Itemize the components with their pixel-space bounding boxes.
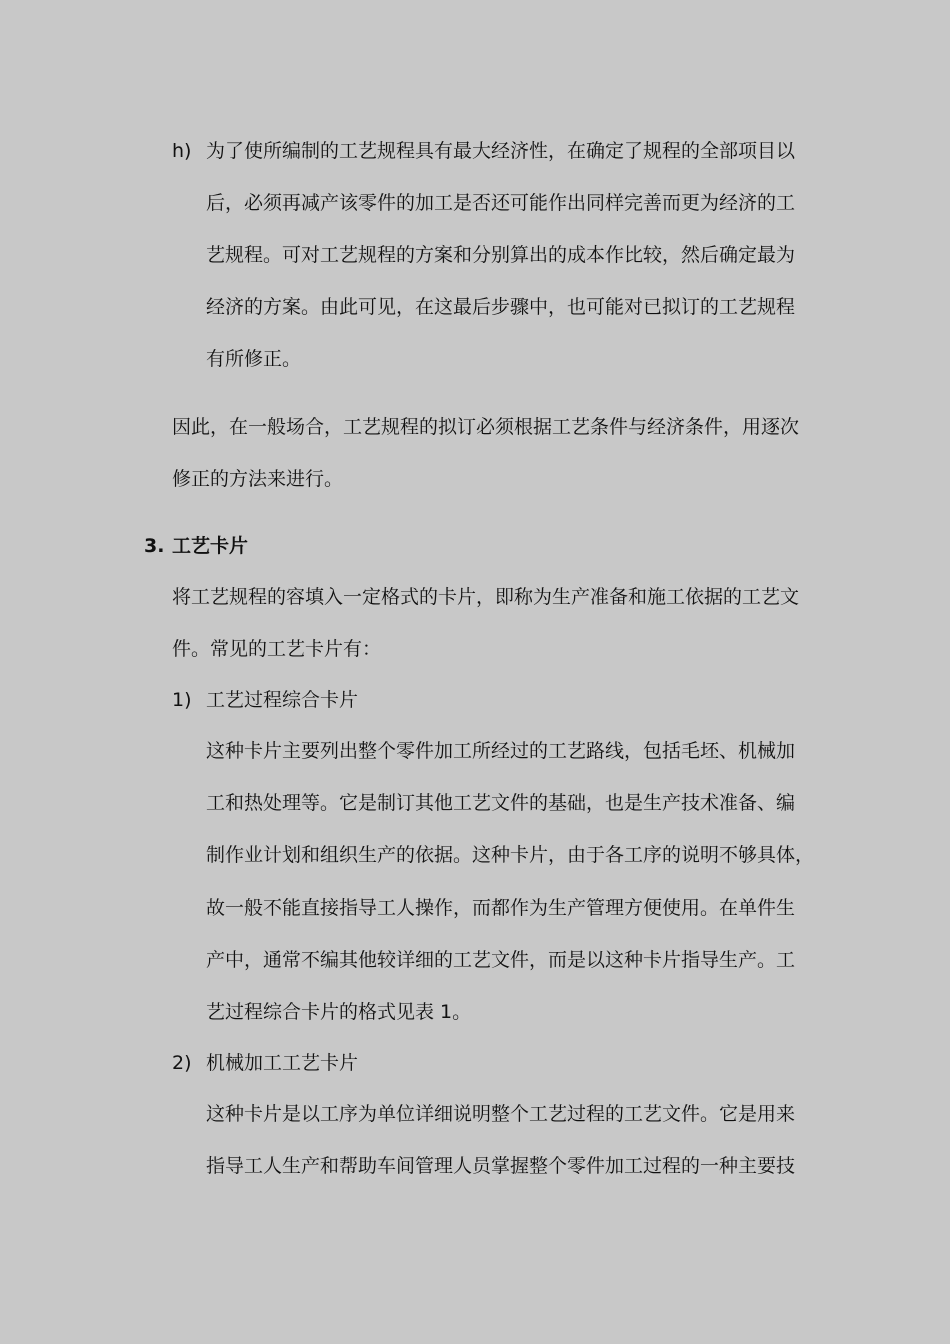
item-2-marker: 2) bbox=[172, 1052, 192, 1074]
item-h-line-4: 经济的方案。由此可见，在这最后步骤中，也可能对已拟订的工艺规程 bbox=[206, 296, 796, 318]
item-1-line-2: 工和热处理等。它是制订其他工艺文件的基础，也是生产技术准备、编 bbox=[206, 792, 796, 814]
item-h-line-1: 为了使所编制的工艺规程具有最大经济性，在确定了规程的全部项目以 bbox=[206, 140, 796, 162]
section-title: 工艺卡片 bbox=[172, 535, 249, 557]
intro-line-2: 件。常见的工艺卡片有： bbox=[172, 638, 382, 660]
item-h-line-3: 艺规程。可对工艺规程的方案和分别算出的成本作比较，然后确定最为 bbox=[206, 244, 796, 266]
item-2-line-1: 这种卡片是以工序为单位详细说明整个工艺过程的工艺文件。它是用来 bbox=[206, 1103, 796, 1125]
item-h-line-5: 有所修正。 bbox=[206, 348, 302, 370]
item-1-marker: 1) bbox=[172, 689, 192, 711]
conclusion-line-1: 因此，在一般场合，工艺规程的拟订必须根据工艺条件与经济条件，用逐次 bbox=[172, 416, 800, 438]
conclusion-line-2: 修正的方法来进行。 bbox=[172, 468, 344, 490]
item-1-title: 工艺过程综合卡片 bbox=[206, 689, 359, 711]
item-1-line-4: 故一般不能直接指导工人操作，而都作为生产管理方便使用。在单件生 bbox=[206, 897, 796, 919]
item-1-line-1: 这种卡片主要列出整个零件加工所经过的工艺路线，包括毛坯、机械加 bbox=[206, 740, 796, 762]
item-2-line-2: 指导工人生产和帮助车间管理人员掌握整个零件加工过程的一种主要技 bbox=[206, 1155, 796, 1177]
item-h-line-2: 后，必须再减产该零件的加工是否还可能作出同样完善而更为经济的工 bbox=[206, 192, 796, 214]
item-2-title: 机械加工工艺卡片 bbox=[206, 1052, 359, 1074]
intro-line-1: 将工艺规程的容填入一定格式的卡片，即称为生产准备和施工依据的工艺文 bbox=[172, 586, 800, 608]
item-1-line-3: 制作业计划和组织生产的依据。这种卡片，由于各工序的说明不够具体， bbox=[206, 844, 815, 866]
section-number: 3. bbox=[144, 535, 165, 557]
item-1-line-6: 艺过程综合卡片的格式见表 1。 bbox=[206, 1001, 472, 1023]
item-h-marker: h) bbox=[172, 140, 192, 162]
item-1-line-5: 产中，通常不编其他较详细的工艺文件，而是以这种卡片指导生产。工 bbox=[206, 949, 796, 971]
